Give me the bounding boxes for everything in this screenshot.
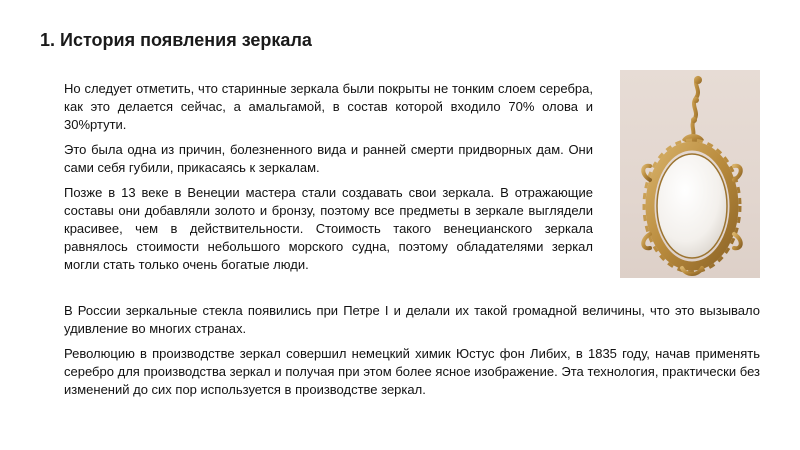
paragraph-court-ladies: Это была одна из причин, болезненного вида и ранней смерти придворных дам. Они сами себя губили, прикасаясь к зеркалам. (64, 142, 593, 175)
paragraph-liebig: Революцию в производстве зеркал совершил немецкий химик Юстус фон Либих, в 1835 году, начав применять серебро для производства зеркал и получая при этом более ясное изображение. Эта технология, практически без изменений до сих пор используется в производстве зеркал. (64, 346, 760, 397)
paragraph-venice: Позже в 13 веке в Венеции мастера стали создавать свои зеркала. В отражающие составы они добавляли золото и бронзу, поэтому все предметы в зеркале выглядели красивее, чем в действительности. Стоимость такого венецианского зеркала равнялось стоимости небольшого морского судна, поэтому обладателями зеркал могли стать только очень богатые люди. (64, 185, 593, 272)
paragraph-russia: В России зеркальные стекла появились при Петре I и делали их такой громадной величины, что это вызывало удивление во многих странах. (64, 303, 760, 336)
paragraph-amalgam: Но следует отметить, что старинные зеркала были покрыты не тонким слоем серебра, как это делается сейчас, а амальгамой, в состав которой входило 70% олова и 30%ртути. (64, 81, 593, 132)
mirror-photo (620, 70, 760, 278)
page-title: 1. История появления зеркала (40, 30, 312, 50)
ornate-mirror-icon (620, 70, 760, 278)
